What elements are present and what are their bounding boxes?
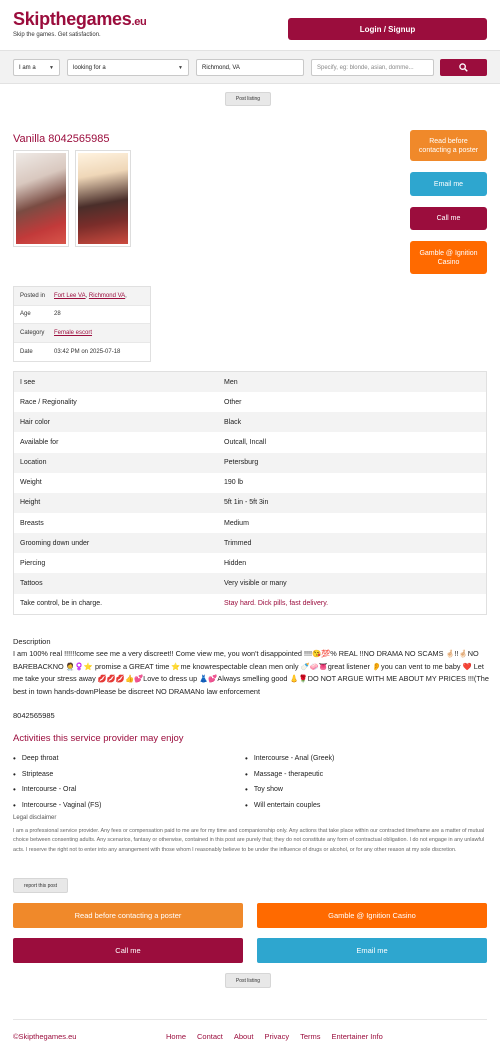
description-heading: Description	[13, 637, 51, 646]
table-row: Available for Outcall, Incall	[20, 438, 267, 446]
location-link-fort-lee[interactable]: Fort Lee VA	[54, 292, 86, 299]
report-post-button[interactable]: report this post	[13, 878, 68, 893]
search-bar	[0, 50, 500, 84]
ad-link[interactable]: Stay hard. Dick pills, fast delivery.	[224, 600, 329, 608]
i-am-select[interactable]: I am a ▼	[13, 59, 60, 76]
table-row: Location Petersburg	[14, 453, 486, 473]
table-row: Hair color Black	[14, 412, 486, 432]
list-item: • Will entertain couples	[245, 798, 334, 814]
list-item: • Toy show	[245, 782, 334, 798]
footer-divider	[13, 1019, 487, 1020]
table-row: Category Female escort	[14, 324, 150, 343]
site-tagline: Skip the games. Get satisfaction.	[13, 32, 101, 38]
footer-nav	[166, 1032, 383, 1041]
email-me-button-bottom[interactable]: Email me	[257, 938, 487, 963]
photo-image	[78, 153, 128, 244]
table-row: I see Men	[14, 372, 486, 392]
footer-copyright: ©Skipthegames.eu	[13, 1032, 77, 1041]
read-before-contacting-button-bottom[interactable]: Read before contacting a poster	[13, 903, 243, 928]
listing-photo[interactable]	[75, 150, 131, 247]
description-text: I am 100% real !!!!!!come see me a very discreet!! Come view me, you won't disappointed !!!!😘💯% REAL !!NO DRAMA NO SCAMS 🤞🏻!!🤞🏻NO BAREBACKNO 🧑‍⚕️♀️⭐ promise a GREAT time ⭐me knowrespectable clean men only 🍼🧼👅great listener 👂you can vent to me baby ❤️ Let me take your stress away 💋💋💋👍💕Love to dress up 👗💕Always smelling good 👃🌹DO NOT ARGUE WITH ME ABOUT MY PRICES !!!(The best in town hands-downPlease be discreet NO DRAMANo law enforcement	[13, 649, 489, 696]
listing-photo[interactable]	[13, 150, 69, 247]
search-button[interactable]	[440, 59, 487, 76]
looking-for-select[interactable]: looking for a ▼	[67, 59, 189, 76]
table-row: Grooming down under Trimmed	[14, 533, 486, 553]
legal-heading: Legal disclaimer	[13, 815, 57, 821]
activities-heading: Activities this service provider may enjoy	[13, 733, 184, 744]
category-link[interactable]: Female escort	[54, 329, 93, 336]
footer-link-contact[interactable]: Contact	[197, 1032, 223, 1041]
table-row: Piercing Hidden	[20, 559, 247, 567]
post-listing-button-bottom[interactable]: Post listing	[225, 973, 271, 988]
call-me-button[interactable]: Call me	[410, 207, 487, 230]
footer-link-home[interactable]: Home	[166, 1032, 187, 1041]
legal-text: I am a professional service provider. Any fees or compensation paid to me are for my time and companionship only. Any actions that take place within our contracted timeframe are a matter of mutual choice between consenting adults. Any scenarios, fantasy or otherwise, contained in this post are purely that; they do not constitute any form of contractual obligation. I do not engage in any unlawful acts. I reserve the right not to enter into any arrangement with those whom I reasonably believe to be under the influence of drugs or alcohol, or for any other reason at my sole discretion.	[13, 828, 485, 853]
list-item: • Deep throat	[13, 751, 101, 767]
gamble-casino-button-bottom[interactable]: Gamble @ Ignition Casino	[257, 903, 487, 928]
table-row: Race / Regionality Other	[20, 398, 242, 406]
list-item: • Intercourse - Oral	[13, 782, 101, 798]
chevron-down-icon: ▼	[49, 64, 54, 71]
activities-list-right	[245, 751, 334, 813]
footer-link-entertainer-info[interactable]: Entertainer Info	[331, 1032, 383, 1041]
site-header	[0, 0, 500, 48]
login-signup-button[interactable]: Login / Signup	[288, 18, 487, 40]
photo-image	[16, 153, 66, 244]
activities-list-left	[13, 751, 101, 813]
list-item: • Intercourse - Anal (Greek)	[245, 751, 334, 767]
listing-meta-table	[13, 286, 151, 362]
call-me-button-bottom[interactable]: Call me	[13, 938, 243, 963]
post-listing-button[interactable]: Post listing	[225, 92, 271, 106]
table-row: Tattoos Very visible or many	[14, 573, 486, 593]
list-item: • Striptease	[13, 767, 101, 783]
gamble-casino-button[interactable]: Gamble @ Ignition Casino	[410, 241, 487, 274]
phone-number: 8042565985	[13, 711, 55, 720]
read-before-contacting-button[interactable]: Read before contacting a poster	[410, 130, 487, 161]
footer-link-about[interactable]: About	[233, 1032, 254, 1041]
list-item: • Intercourse - Vaginal (FS)	[13, 798, 101, 814]
location-input[interactable]: Richmond, VA	[196, 59, 304, 76]
search-icon	[459, 63, 468, 72]
footer-link-privacy[interactable]: Privacy	[264, 1032, 290, 1041]
table-row: Age 28	[14, 306, 150, 325]
footer-link-terms[interactable]: Terms	[300, 1032, 321, 1041]
chevron-down-icon: ▼	[178, 64, 183, 71]
listing-title: Vanilla 8042565985	[13, 133, 110, 145]
location-link-richmond[interactable]: Richmond VA	[88, 292, 126, 299]
table-row: Take control, be in charge. Stay hard. Dick pills, fast delivery.	[14, 594, 486, 614]
specify-input[interactable]: Specify, eg: blonde, asian, domme...	[311, 59, 434, 76]
table-row: Height 5ft 1in - 5ft 3in	[14, 493, 486, 513]
table-row: Breasts Medium	[20, 519, 249, 527]
table-row: Date 03:42 PM on 2025-07-18	[20, 348, 121, 355]
attributes-table	[13, 371, 487, 615]
table-row: Weight 190 lb	[20, 479, 244, 487]
list-item: • Massage - therapeutic	[245, 767, 334, 783]
email-me-button[interactable]: Email me	[410, 172, 487, 196]
table-row: Posted in Fort Lee VA, Richmond VA,	[14, 287, 150, 306]
site-logo[interactable]: Skipthegames.eu	[13, 9, 147, 29]
